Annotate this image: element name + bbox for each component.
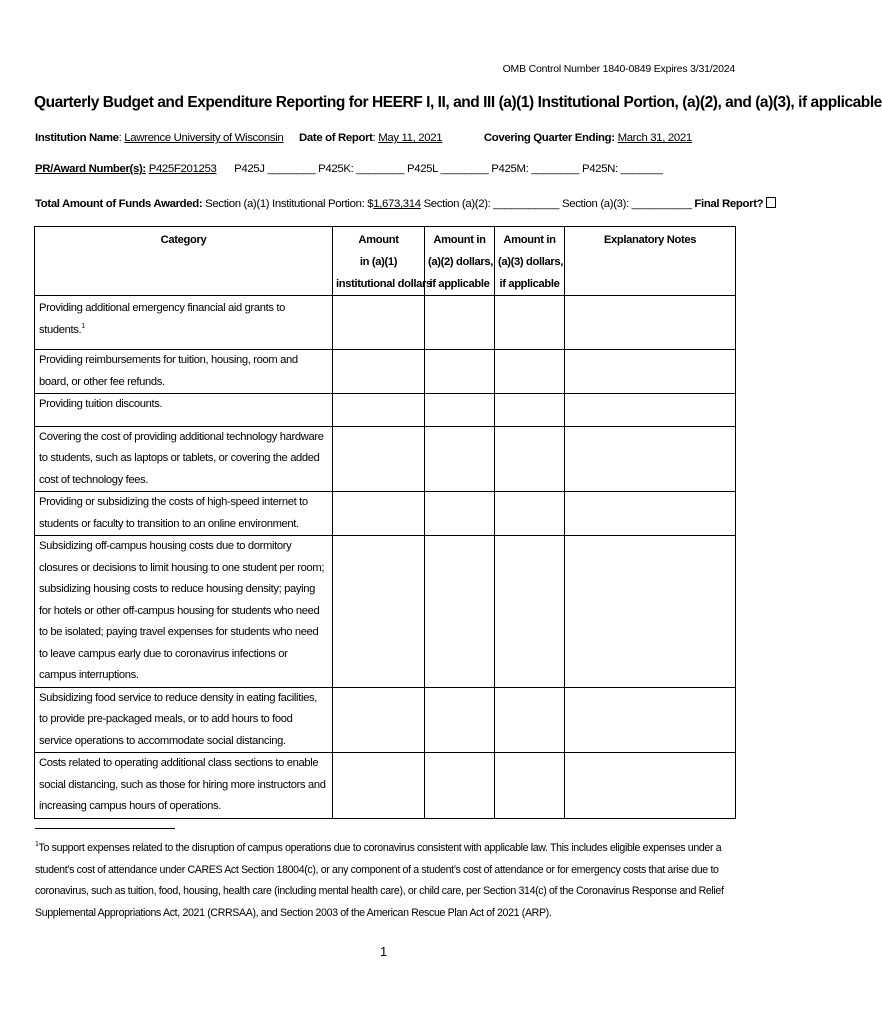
amount-a2-cell[interactable] — [425, 687, 495, 753]
notes-cell[interactable] — [565, 492, 736, 536]
amount-a1-cell[interactable] — [333, 492, 425, 536]
p425j-field[interactable]: P425J ________ — [234, 163, 316, 175]
section-a3-field[interactable]: Section (a)(3): __________ — [561, 198, 692, 210]
amount-a1-cell[interactable] — [333, 350, 425, 394]
footnote — [35, 838, 743, 924]
date-label: Date of Report — [299, 132, 373, 144]
p425n-field[interactable]: P425N: _______ — [581, 163, 663, 175]
notes-cell[interactable] — [565, 296, 736, 350]
notes-cell[interactable] — [565, 394, 736, 427]
section-a2-field[interactable]: Section (a)(2): ___________ — [423, 198, 560, 210]
notes-cell[interactable] — [565, 687, 736, 753]
table-row — [35, 753, 736, 819]
category-cell: Providing additional emergency financial aid grants to students.$^1$ — [35, 296, 333, 350]
amount-a2-cell[interactable] — [425, 536, 495, 688]
page-number: 1 — [380, 944, 388, 959]
amount-a3-cell[interactable] — [495, 296, 565, 350]
table-row — [35, 687, 736, 753]
table-row — [35, 296, 736, 350]
final-report-checkbox[interactable] — [766, 197, 776, 208]
header-amount-a1: Amount in (a)(1) institutional dollars — [333, 227, 425, 296]
notes-cell[interactable] — [565, 426, 736, 492]
notes-cell[interactable] — [565, 350, 736, 394]
institution-label: Institution Name — [35, 132, 119, 144]
amount-a2-cell[interactable] — [425, 753, 495, 819]
amount-a1-cell[interactable] — [333, 536, 425, 688]
p425k-field[interactable]: P425K: ________ — [318, 163, 405, 175]
category-cell: Subsidizing food service to reduce density in eating facilities, to provide pre-packaged meals, or to add hours to food service operations to accommodate social distancing. — [35, 687, 333, 753]
amount-a3-cell[interactable] — [495, 536, 565, 688]
amount-a3-cell[interactable] — [495, 687, 565, 753]
amount-a3-cell[interactable] — [495, 492, 565, 536]
table-row — [35, 350, 736, 394]
amount-a2-cell[interactable] — [425, 492, 495, 536]
p425m-field[interactable]: P425M: ________ — [491, 163, 580, 175]
category-cell: Subsidizing off-campus housing costs due to dormitory closures or decisions to limit housing to one student per room; subsidizing housing costs to reduce housing density; paying for hotels or other off-campus housing for students who need to be isolated; paying travel expenses for students who need to leave campus early due to coronavirus infections or campus interruptions. — [35, 536, 333, 688]
amount-a3-cell[interactable] — [495, 753, 565, 819]
table-header-row — [35, 227, 736, 296]
institution-value: Lawrence University of Wisconsin — [124, 132, 284, 144]
amount-a1-cell[interactable] — [333, 687, 425, 753]
footnote-marker: 1 — [35, 841, 39, 848]
section-a1-value: 1,673,314 — [373, 198, 421, 210]
award-label: PR/Award Number(s): — [35, 163, 146, 175]
category-cell: Providing or subsidizing the costs of high-speed internet to students or faculty to transition to an online environment. — [35, 492, 333, 536]
quarter-value: March 31, 2021 — [617, 132, 692, 144]
header-category: Category — [35, 227, 333, 296]
final-report-label: Final Report? — [694, 198, 764, 210]
section-a1-label: Section (a)(1) Institutional Portion: $ — [205, 198, 374, 210]
category-cell: Providing reimbursements for tuition, housing, room and board, or other fee refunds. — [35, 350, 333, 394]
amount-a2-cell[interactable] — [425, 426, 495, 492]
category-cell: Costs related to operating additional class sections to enable social distancing, such as those for hiring more instructors and increasing campus hours of operations. — [35, 753, 333, 819]
table-row — [35, 394, 736, 427]
amount-a2-cell[interactable] — [425, 350, 495, 394]
category-cell: Providing tuition discounts. — [35, 394, 333, 427]
footnote-ref: 1 — [81, 322, 85, 330]
amount-a2-cell[interactable] — [425, 394, 495, 427]
award-line — [35, 163, 663, 175]
budget-table — [34, 226, 736, 819]
date-value: May 11, 2021 — [378, 132, 443, 144]
notes-cell[interactable] — [565, 753, 736, 819]
quarter-label: Covering Quarter Ending: — [483, 132, 615, 144]
amount-a1-cell[interactable] — [333, 426, 425, 492]
header-notes: Explanatory Notes — [565, 227, 736, 296]
institution-line: Institution Name: Lawrence University of Wisconsin Date of Report: May 11, 2021 Covering Quarter Ending: March 31, 2021 — [35, 132, 692, 144]
total-funds-line — [35, 197, 776, 210]
table-row — [35, 492, 736, 536]
header-amount-a3: Amount in (a)(3) dollars, if applicable — [495, 227, 565, 296]
header-amount-a2: Amount in (a)(2) dollars, if applicable — [425, 227, 495, 296]
total-label: Total Amount of Funds Awarded: — [35, 198, 203, 210]
page-title: Quarterly Budget and Expenditure Reporting for HEERF I, II, and III (a)(1) Institutional Portion, (a)(2), and (a)(3), if applicable — [34, 94, 882, 111]
notes-cell[interactable] — [565, 536, 736, 688]
p425l-field[interactable]: P425L ________ — [406, 163, 489, 175]
table-row — [35, 536, 736, 688]
footnote-divider — [35, 828, 175, 829]
category-cell: Covering the cost of providing additional technology hardware to students, such as laptops or tablets, or covering the added cost of technology fees. — [35, 426, 333, 492]
amount-a3-cell[interactable] — [495, 350, 565, 394]
amount-a1-cell[interactable] — [333, 296, 425, 350]
footnote-text: To support expenses related to the disruption of campus operations due to coronavirus consistent with applicable law. This includes eligible expenses under a student’s cost of attendance under CARES Act Section 18004(c), or any component of a student’s cost of attendance or for emergency costs that arise due to coronavirus, such as tuition, food, housing, health care (including mental health care), or child care, per Section 314(c) of the Coronavirus Response and Relief Supplemental Appropriations Act, 2021 (CRRSAA), and Section 2003 of the American Rescue Plan Act of 2021 (ARP). — [35, 842, 724, 919]
table-row — [35, 426, 736, 492]
award-value: P425F201253 — [148, 163, 217, 175]
amount-a2-cell[interactable] — [425, 296, 495, 350]
amount-a3-cell[interactable] — [495, 394, 565, 427]
amount-a3-cell[interactable] — [495, 426, 565, 492]
amount-a1-cell[interactable] — [333, 753, 425, 819]
omb-control-number: OMB Control Number 1840-0849 Expires 3/31/2024 — [502, 63, 735, 75]
amount-a1-cell[interactable] — [333, 394, 425, 427]
